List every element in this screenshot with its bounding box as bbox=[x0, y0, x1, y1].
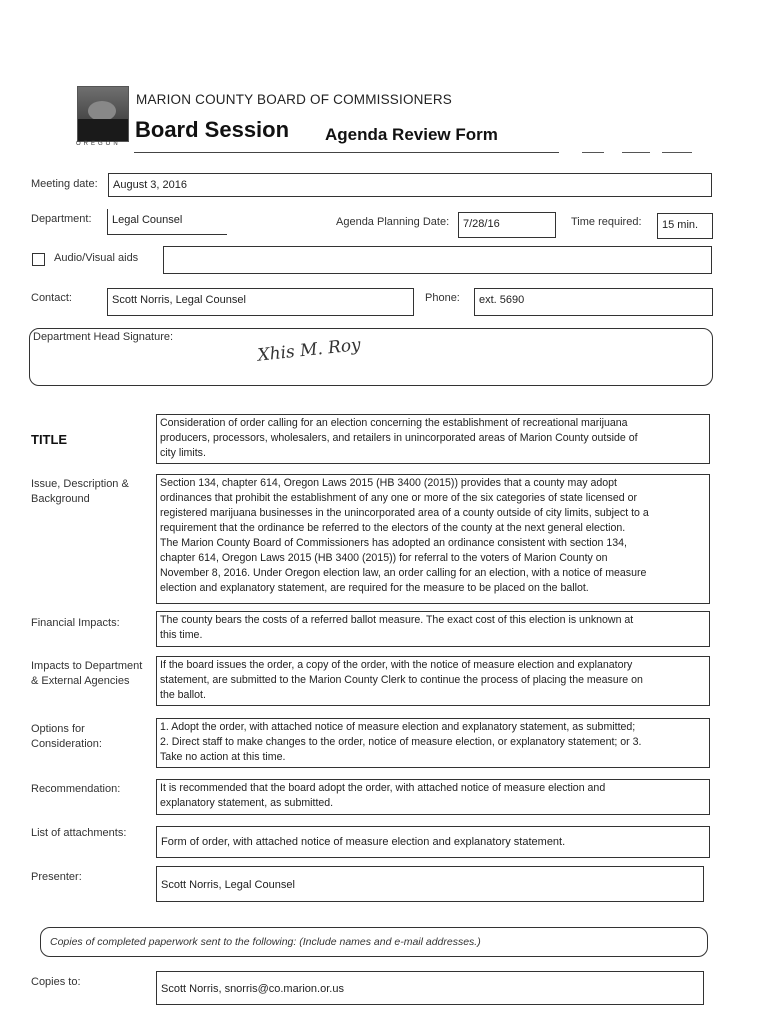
meeting-date-field[interactable]: August 3, 2016 bbox=[108, 173, 712, 197]
audio-visual-checkbox[interactable] bbox=[32, 253, 45, 266]
options-label: Options for Consideration: bbox=[31, 723, 102, 750]
form-subtitle: Agenda Review Form bbox=[325, 125, 498, 144]
audio-visual-field[interactable] bbox=[163, 246, 712, 274]
header-dash bbox=[662, 152, 692, 153]
department-label: Department: bbox=[31, 213, 92, 225]
presenter-label: Presenter: bbox=[31, 871, 82, 883]
organization-name: MARION COUNTY BOARD OF COMMISSIONERS bbox=[136, 92, 452, 107]
financial-impacts-label: Financial Impacts: bbox=[31, 617, 120, 629]
issue-label: Issue, Description & Background bbox=[31, 478, 129, 505]
attachments-label: List of attachments: bbox=[31, 827, 127, 839]
phone-field[interactable]: ext. 5690 bbox=[474, 288, 713, 316]
time-required-field[interactable]: 15 min. bbox=[657, 213, 713, 239]
copies-note: Copies of completed paperwork sent to the following: (Include names and e-mail addresses.) bbox=[50, 936, 481, 948]
hills-graphic bbox=[78, 119, 128, 141]
header-dash bbox=[582, 152, 604, 153]
time-required-label: Time required: bbox=[571, 216, 642, 228]
audio-visual-label: Audio/Visual aids bbox=[54, 252, 139, 264]
recommendation-field[interactable]: It is recommended that the board adopt the order, with attached notice of measure election and explanatory statement, as submitted. bbox=[156, 779, 710, 815]
header-dash bbox=[622, 152, 650, 153]
marion-county-logo bbox=[77, 86, 129, 142]
header-divider bbox=[134, 152, 559, 153]
agenda-planning-date-label: Agenda Planning Date: bbox=[336, 216, 450, 228]
title-field[interactable]: Consideration of order calling for an election concerning the establishment of recreational marijuana producers, processors, wholesalers, and retailers in unincorporated areas of Marion County outside of city limits. bbox=[156, 414, 710, 464]
phone-label: Phone: bbox=[425, 292, 460, 304]
recommendation-label: Recommendation: bbox=[31, 783, 121, 795]
copies-to-field[interactable]: Scott Norris, snorris@co.marion.or.us bbox=[156, 971, 704, 1005]
copies-to-label: Copies to: bbox=[31, 976, 81, 988]
financial-impacts-field[interactable]: The county bears the costs of a referred ballot measure. The exact cost of this election is unknown at this time. bbox=[156, 611, 710, 647]
contact-label: Contact: bbox=[31, 292, 72, 304]
impacts-label: Impacts to Department & External Agencies bbox=[31, 660, 143, 687]
logo-state-label: OREGON bbox=[76, 141, 121, 147]
contact-field[interactable]: Scott Norris, Legal Counsel bbox=[107, 288, 414, 316]
attachments-field[interactable]: Form of order, with attached notice of measure election and explanatory statement. bbox=[156, 826, 710, 858]
meeting-date-label: Meeting date: bbox=[31, 178, 98, 190]
form-title: Board Session bbox=[135, 117, 290, 142]
agenda-planning-date-field[interactable]: 7/28/16 bbox=[458, 212, 556, 238]
issue-field[interactable]: Section 134, chapter 614, Oregon Laws 2015 (HB 3400 (2015)) provides that a county may adopt ordinances that prohibit the establishment of any one or more of the six categories of state licensed or registered marijuana businesses in the unincorporated area of a county outside of city limits, subject to a requirement that the ordinance be referred to the electors of the county at the next general election. The Marion County Board of Commissioners has adopted an ordinance consistent with section 134, chapter 614, Oregon Laws 2015 (HB 3400 (2015)) for referral to the voters of Marion County on November 8, 2016. Under Oregon election law, an order calling for an election, with a notice of measure election and explanatory statement, are required for the measure to be placed on the ballot. bbox=[156, 474, 710, 604]
impacts-field[interactable]: If the board issues the order, a copy of the order, with the notice of measure election and explanatory statement, are submitted to the Marion County Clerk to continue the process of placing the measure on the ballot. bbox=[156, 656, 710, 706]
options-field[interactable]: 1. Adopt the order, with attached notice of measure election and explanatory statement, as submitted; 2. Direct staff to make changes to the order, notice of measure election, or explanatory statement; or 3. Take no action at this time. bbox=[156, 718, 710, 768]
county-seal-icon bbox=[88, 101, 116, 121]
title-label: TITLE bbox=[31, 432, 68, 447]
handwritten-signature: Xhis M. Roy bbox=[256, 335, 362, 366]
department-field[interactable]: Legal Counsel bbox=[107, 209, 227, 235]
presenter-field[interactable]: Scott Norris, Legal Counsel bbox=[156, 866, 704, 902]
signature-label: Department Head Signature: bbox=[33, 331, 174, 343]
